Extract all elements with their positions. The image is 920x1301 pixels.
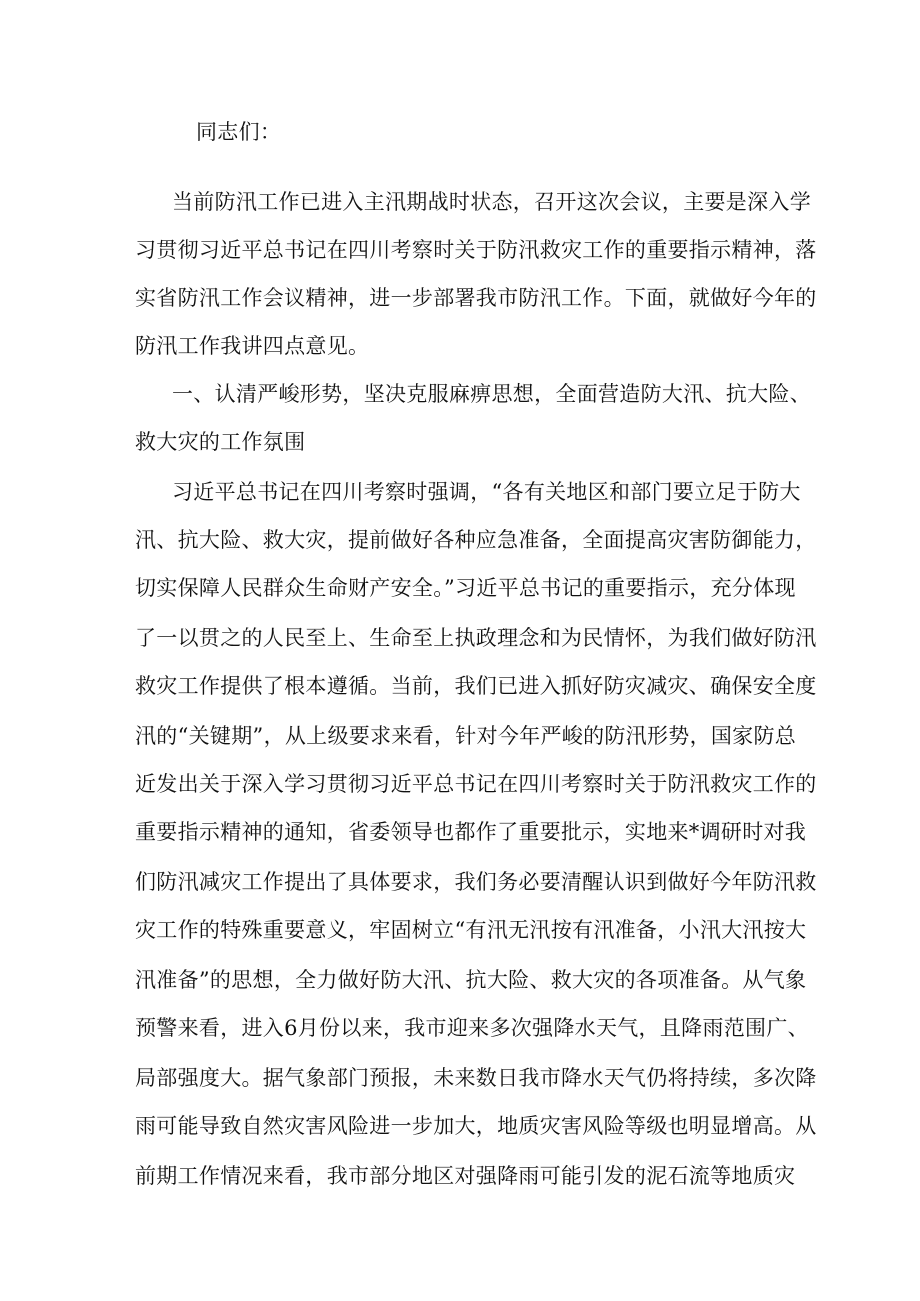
paragraph-intro-line-2: 习贯彻习近平总书记在四川考察时关于防汛救灾工作的重要指示精神，落 <box>135 238 817 262</box>
body-paragraph-line: 们防汛减灾工作提出了具体要求，我们务必要清醒认识到做好今年防汛救 <box>135 870 817 894</box>
body-paragraph-line: 汛准备”的思想，全力做好防大汛、抗大险、救大灾的各项准备。从气象 <box>135 968 807 992</box>
body-paragraph-line: 灾工作的特殊重要意义，牢固树立“有汛无汛按有汛准备，小汛大汛按大 <box>135 918 807 942</box>
body-paragraph-line: 前期工作情况来看，我市部分地区对强降雨可能引发的泥石流等地质灾 <box>135 1164 796 1188</box>
body-paragraph-line: 汛、抗大险、救大灾，提前做好各种应急准备，全面提高灾害防御能力， <box>135 528 817 552</box>
section-heading-line-2: 救大灾的工作氛围 <box>135 430 306 454</box>
body-paragraph-line: 局部强度大。据气象部门预报，未来数日我市降水天气仍将持续，多次降 <box>135 1066 817 1090</box>
body-paragraph-line: 预警来看，进入6月份以来，我市迎来多次强降水天气，且降雨范围广、 <box>135 1016 809 1040</box>
body-paragraph-line: 汛的“关键期”，从上级要求来看，针对今年严峻的防汛形势，国家防总 <box>135 724 797 748</box>
body-paragraph-line: 重要指示精神的通知，省委领导也都作了重要批示，实地来*调研时对我 <box>135 820 807 844</box>
paragraph-intro-line-3: 实省防汛工作会议精神，进一步部署我市防汛工作。下面，就做好今年的 <box>135 286 817 310</box>
paragraph-intro-line-4: 防汛工作我讲四点意见。 <box>135 334 370 358</box>
body-paragraph-line: 近发出关于深入学习贯彻习近平总书记在四川考察时关于防汛救灾工作的 <box>135 772 817 796</box>
section-heading-line-1: 一、认清严峻形势，坚决克服麻痹思想，全面营造防大汛、抗大险、 <box>172 382 811 406</box>
salutation: 同志们： <box>196 120 282 144</box>
body-paragraph-line: 切实保障人民群众生命财产安全。”习近平总书记的重要指示，充分体现 <box>135 576 796 600</box>
body-paragraph-line: 了一以贯之的人民至上、生命至上执政理念和为民情怀，为我们做好防汛 <box>135 626 817 650</box>
body-paragraph-line: 救灾工作提供了根本遵循。当前，我们已进入抓好防灾减灾、确保安全度 <box>135 674 817 698</box>
paragraph-intro-line-1: 当前防汛工作已进入主汛期战时状态，召开这次会议，主要是深入学 <box>172 190 811 214</box>
body-paragraph-line: 雨可能导致自然灾害风险进一步加大，地质灾害风险等级也明显增高。从 <box>135 1114 817 1138</box>
body-paragraph-line: 习近平总书记在四川考察时强调，“各有关地区和部门要立足于防大 <box>172 480 801 504</box>
